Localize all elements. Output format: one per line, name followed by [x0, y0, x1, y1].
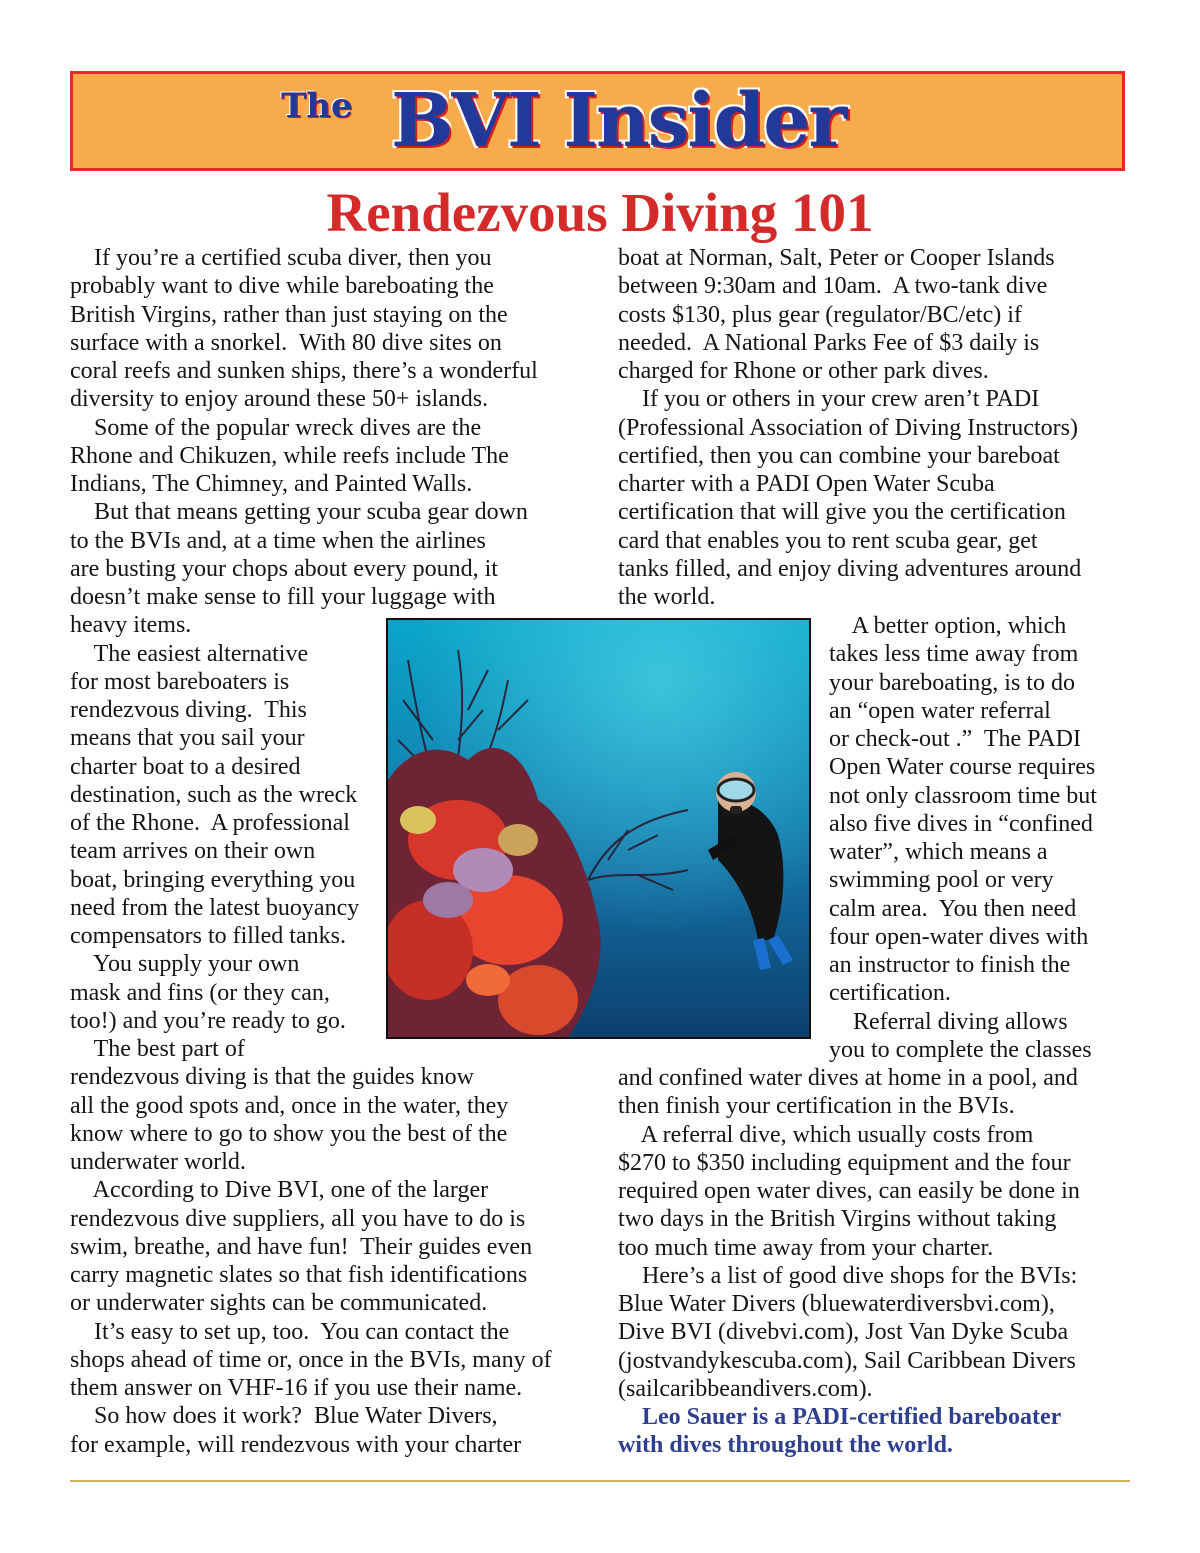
text-line: calm area. You then need	[829, 895, 1077, 922]
text-line: an instructor to finish the	[829, 952, 1071, 978]
text-line: need from the latest buoyancy	[70, 894, 360, 921]
text-line: or underwater sights can be communicated.	[70, 1290, 488, 1317]
text-line: certification.	[829, 980, 951, 1007]
diver-photo-illustration	[388, 620, 809, 1037]
text-line: two days in the British Virgins without taking	[618, 1206, 1057, 1233]
text-line: four open-water dives with	[829, 923, 1089, 950]
text-line: But that means getting your scuba gear down	[70, 499, 528, 526]
text-line: for most bareboaters is	[70, 668, 290, 695]
text-line: costs $130, plus gear (regulator/BC/etc) if	[618, 301, 1022, 328]
text-line: and confined water dives at home in a pool, and	[618, 1065, 1078, 1091]
text-line: doesn’t make sense to fill your luggage with	[70, 584, 496, 610]
text-line: Referral diving allows	[829, 1008, 1068, 1035]
text-line: them answer on VHF-16 if you use their name.	[70, 1375, 523, 1401]
text-line: rendezvous diving. This	[70, 697, 307, 723]
text-line: The easiest alternative	[70, 640, 309, 667]
text-line: British Virgins, rather than just staying on the	[70, 301, 508, 328]
text-line: water”, which means a	[829, 839, 1048, 865]
text-line: If you’re a certified scuba diver, then you	[70, 245, 492, 271]
text-line: team arrives on their own	[70, 838, 316, 865]
text-line: rendezvous diving is that the guides know	[70, 1064, 474, 1091]
text-line: underwater world.	[70, 1149, 246, 1175]
text-line: are busting your chops about every pound, it	[70, 555, 498, 582]
text-line: know where to go to show you the best of the	[70, 1120, 508, 1147]
text-line: A referral dive, which usually costs from	[618, 1121, 1034, 1148]
text-line: certified, then you can combine your bareboat	[618, 442, 1060, 469]
text-line: not only classroom time but	[829, 782, 1097, 809]
text-line: certification that will give you the certification	[618, 499, 1066, 526]
text-line: Open Water course requires	[829, 754, 1096, 781]
text-line: to the BVIs and, at a time when the airlines	[70, 527, 486, 554]
text-line: If you or others in your crew aren’t PADI	[618, 386, 1040, 413]
text-line: (Professional Association of Diving Instructors)	[618, 414, 1078, 441]
text-line: The best part of	[70, 1036, 245, 1062]
text-line: an “open water referral	[829, 697, 1051, 724]
text-line: coral reefs and sunken ships, there’s a wonderful	[70, 358, 538, 384]
text-line: Dive BVI (divebvi.com), Jost Van Dyke Scuba	[618, 1319, 1069, 1346]
text-line: boat, bringing everything you	[70, 866, 356, 893]
text-line: heavy items.	[70, 612, 192, 639]
text-line: charter boat to a desired	[70, 753, 301, 780]
text-line: too much time away from your charter.	[618, 1234, 994, 1261]
text-line: takes less time away from	[829, 641, 1079, 668]
text-line: It’s easy to set up, too. You can contact the	[70, 1318, 510, 1345]
text-line: surface with a snorkel. With 80 dive sites on	[70, 329, 502, 356]
text-line: rendezvous dive suppliers, all you have to do is	[70, 1205, 526, 1232]
text-line: then finish your certification in the BVIs.	[618, 1093, 1015, 1120]
text-line: the world.	[618, 584, 716, 610]
text-line: between 9:30am and 10am. A two-tank dive	[618, 273, 1048, 300]
article-headline: Rendezvous Diving 101	[326, 182, 874, 243]
text-line: (sailcaribbeandivers.com).	[618, 1375, 873, 1402]
text-line: too!) and you’re ready to go.	[70, 1007, 346, 1034]
text-line: probably want to dive while bareboating the	[70, 273, 494, 300]
text-line: Rhone and Chikuzen, while reefs include The	[70, 442, 509, 469]
masthead-the: The	[281, 86, 353, 126]
text-line: of the Rhone. A professional	[70, 810, 350, 836]
text-line: shops ahead of time or, once in the BVIs, many of	[70, 1346, 552, 1373]
text-line: all the good spots and, once in the water, they	[70, 1092, 509, 1119]
text-line: needed. A National Parks Fee of $3 daily is	[618, 329, 1040, 356]
text-line: So how does it work? Blue Water Divers,	[70, 1403, 498, 1430]
text-line: for example, will rendezvous with your charter	[70, 1431, 522, 1458]
text-line: diversity to enjoy around these 50+ islands.	[70, 386, 489, 413]
text-line: also five dives in “confined	[829, 810, 1093, 837]
text-line: $270 to $350 including equipment and the four	[618, 1149, 1071, 1176]
text-line: or check-out .” The PADI	[829, 726, 1081, 752]
text-line: charter with a PADI Open Water Scuba	[618, 471, 995, 497]
text-line: Leo Sauer is a PADI-certified bareboater	[618, 1404, 1062, 1430]
masthead	[70, 71, 1125, 171]
text-line: mask and fins (or they can,	[70, 979, 330, 1006]
text-line: You supply your own	[70, 951, 300, 978]
text-line: compensators to filled tanks.	[70, 923, 346, 949]
masthead-title: BVI Insider	[391, 78, 846, 164]
text-line: charged for Rhone or other park dives.	[618, 358, 989, 384]
text-line: with dives throughout the world.	[618, 1432, 953, 1459]
text-line: According to Dive BVI, one of the larger	[70, 1177, 489, 1204]
text-line: means that you sail your	[70, 725, 305, 752]
text-line: Indians, The Chimney, and Painted Walls.	[70, 471, 473, 497]
text-line: your bareboating, is to do	[829, 669, 1075, 696]
footer-rule	[70, 1480, 1130, 1482]
text-line: tanks filled, and enjoy diving adventures around	[618, 555, 1082, 582]
text-line: swim, breathe, and have fun! Their guides even	[70, 1233, 533, 1260]
text-line: destination, such as the wreck	[70, 781, 358, 808]
text-line: card that enables you to rent scuba gear, get	[618, 527, 1038, 554]
text-line: Blue Water Divers (bluewaterdiversbvi.com),	[618, 1291, 1055, 1317]
text-line: (jostvandykescuba.com), Sail Caribbean Divers	[618, 1347, 1076, 1374]
text-line: carry magnetic slates so that fish identifications	[70, 1262, 528, 1288]
text-line: Some of the popular wreck dives are the	[70, 414, 482, 441]
text-line: required open water dives, can easily be done in	[618, 1178, 1080, 1204]
text-line: swimming pool or very	[829, 867, 1054, 894]
text-line: you to complete the classes	[829, 1036, 1092, 1063]
text-line: A better option, which	[829, 613, 1067, 639]
text-line: Here’s a list of good dive shops for the BVIs:	[618, 1262, 1078, 1289]
diver-photo	[386, 618, 811, 1039]
text-line: boat at Norman, Salt, Peter or Cooper Islands	[618, 245, 1055, 271]
